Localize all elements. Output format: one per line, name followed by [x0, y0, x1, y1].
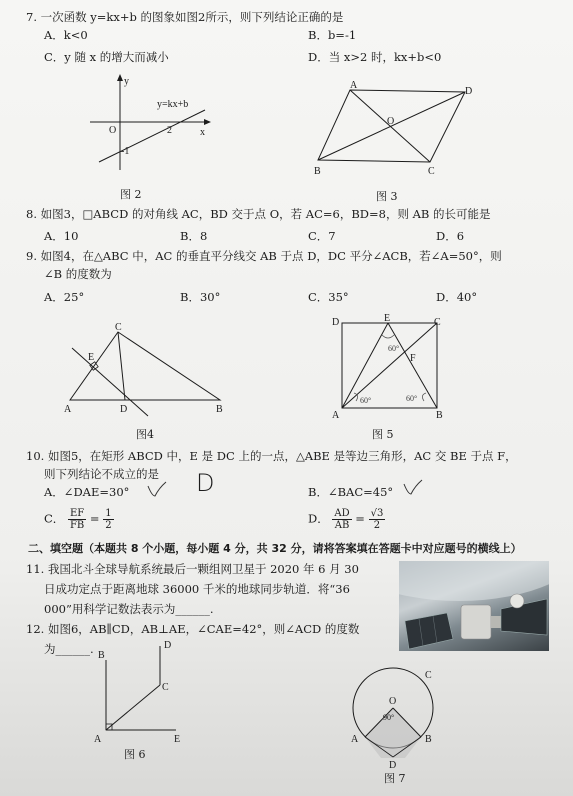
q8-stem: 8. 如图3，□ABCD 的对角线 AC，BD 交于点 O，若 AC=6，BD=8，则 AB 的长可能是 — [26, 207, 491, 221]
q7-option-a: A．k<0 — [44, 28, 88, 42]
q7-stem: 7. 一次函数 y=kx+b 的图象如图2所示，则下列结论正确的是 — [26, 10, 344, 24]
q10-option-c-rnum: 1 — [105, 508, 112, 519]
fig6-label-a: A — [94, 734, 102, 745]
fig3-label-o: O — [387, 116, 395, 127]
q11-line3: 000”用科学记数法表示为______. — [44, 602, 214, 616]
fig6-label-c: C — [162, 682, 169, 693]
q10-option-c-num: EF — [68, 508, 86, 520]
fig5-label-d: D — [332, 317, 340, 328]
q9-option-b: B．30° — [180, 290, 221, 304]
q12-line2: 为______. — [44, 642, 94, 656]
q10-option-d-num: AD — [334, 508, 350, 519]
figure-7 — [345, 662, 445, 772]
figure-4 — [60, 320, 235, 420]
q7-option-d: D．当 x>2 时，kx+b<0 — [308, 50, 442, 64]
fig2-caption: 图 2 — [120, 188, 142, 201]
q10-option-d-prefix: D． — [308, 511, 329, 526]
q8-option-d: D．6 — [436, 229, 465, 243]
fig3-label-a: A — [350, 80, 358, 91]
q10-option-c-den: FB — [69, 520, 85, 531]
fig5-label-f: F — [410, 353, 416, 364]
q9-option-c: C．35° — [308, 290, 349, 304]
q9-option-d: D．40° — [436, 290, 478, 304]
fig5-label-c: C — [434, 317, 441, 328]
fig2-y-label: y — [124, 76, 129, 87]
fig2-two-label: 2 — [167, 125, 172, 136]
q8-option-c: C．7 — [308, 229, 336, 243]
q10-option-d — [308, 508, 385, 531]
fig5-hand-a: 60° — [388, 344, 400, 353]
fig5-label-e: E — [384, 313, 391, 324]
fig7-label-a: A — [351, 734, 359, 745]
fig2-origin-label: O — [109, 125, 117, 136]
q10-option-c-fraction — [68, 508, 86, 531]
fig4-caption: 图4 — [136, 428, 154, 441]
figure-2 — [85, 72, 215, 182]
q10-option-c — [44, 508, 114, 531]
handwritten-check-a — [146, 480, 168, 500]
fig7-label-c: C — [425, 670, 432, 681]
fig6-label-e: E — [174, 734, 181, 745]
fig4-label-a: A — [64, 404, 72, 415]
fig2-line-label: y=kx+b — [157, 99, 189, 110]
section-2-heading: 二、填空题（本题共 8 个小题，每小题 4 分，共 32 分，请将答案填在答题卡中对应题号的横线上） — [28, 542, 522, 555]
q10-option-c-eq: = — [89, 511, 100, 526]
fig7-angle: 90° — [383, 713, 395, 722]
satellite-photo — [399, 561, 549, 651]
fig6-label-b: B — [98, 650, 105, 661]
q10-stem-line2: 则下列结论不成立的是 — [44, 467, 159, 481]
q10-option-d-rden: 2 — [373, 520, 381, 531]
figure-6 — [92, 640, 192, 745]
q10-option-d-den: AB — [334, 520, 350, 531]
q10-option-d-eq: = — [355, 511, 365, 526]
fig7-label-b: B — [425, 734, 432, 745]
q10-option-d-fraction — [332, 508, 351, 531]
fig5-hand-b: 60° — [360, 396, 372, 405]
q10-option-d-value — [369, 508, 386, 531]
q9-stem-line2: ∠B 的度数为 — [44, 267, 112, 281]
figure-3 — [310, 82, 480, 177]
fig6-label-d: D — [164, 640, 172, 651]
fig2-x-label: x — [200, 127, 205, 138]
q8-option-b: B．8 — [180, 229, 208, 243]
q10-option-d-rnum: √3 — [370, 508, 384, 519]
fig6-caption: 图 6 — [124, 748, 146, 761]
figure-5 — [330, 315, 450, 420]
q10-option-c-prefix: C． — [44, 511, 65, 526]
fig5-caption: 图 5 — [372, 428, 394, 441]
fig3-label-b: B — [314, 166, 321, 177]
fig7-label-d: D — [389, 760, 397, 771]
fig4-label-c: C — [115, 322, 122, 333]
q7-option-c: C．y 随 x 的增大而减小 — [44, 50, 169, 64]
fig4-label-d: D — [120, 404, 128, 415]
q11-line1: 11. 我国北斗全球导航系统最后一颗组网卫星于 2020 年 6 月 30 — [26, 562, 359, 576]
q10-option-b: B．∠BAC=45° — [308, 485, 394, 499]
q8-option-a: A．10 — [44, 229, 79, 243]
fig2-minus-one-label: -1 — [121, 146, 130, 157]
q11-line2: 日成功定点于距离地球 36000 千米的地球同步轨道．将“36 — [44, 582, 350, 596]
fig4-label-e: E — [88, 352, 95, 363]
q9-stem: 9. 如图4，在△ABC 中，AC 的垂直平分线交 AB 于点 D，DC 平分∠ACB，若∠A=50°，则 — [26, 249, 502, 263]
fig3-label-c: C — [428, 166, 435, 177]
fig7-caption: 图 7 — [384, 772, 406, 785]
q7-option-b: B．b=-1 — [308, 28, 357, 42]
fig7-label-o: O — [389, 696, 397, 707]
q10-stem: 10. 如图5，在矩形 ABCD 中，E 是 DC 上的一点，△ABE 是等边三角形，AC 交 BE 于点 F， — [26, 449, 517, 463]
q12-line1: 12. 如图6，AB∥CD，AB⊥AE，∠CAE=42°，则∠ACD 的度数 — [26, 622, 360, 636]
q9-option-a: A．25° — [44, 290, 85, 304]
fig3-label-d: D — [465, 86, 473, 97]
fig3-caption: 图 3 — [376, 190, 398, 203]
handwritten-check-b — [402, 478, 424, 498]
handwritten-d: D — [196, 469, 215, 497]
fig4-label-b: B — [216, 404, 223, 415]
fig5-label-a: A — [332, 410, 340, 421]
q10-option-c-rden: 2 — [105, 520, 112, 531]
q10-option-c-value — [103, 508, 113, 531]
fig5-label-b: B — [436, 410, 443, 421]
q10-option-a: A．∠DAE=30° — [44, 485, 130, 499]
fig5-hand-c: 60° — [406, 394, 418, 403]
